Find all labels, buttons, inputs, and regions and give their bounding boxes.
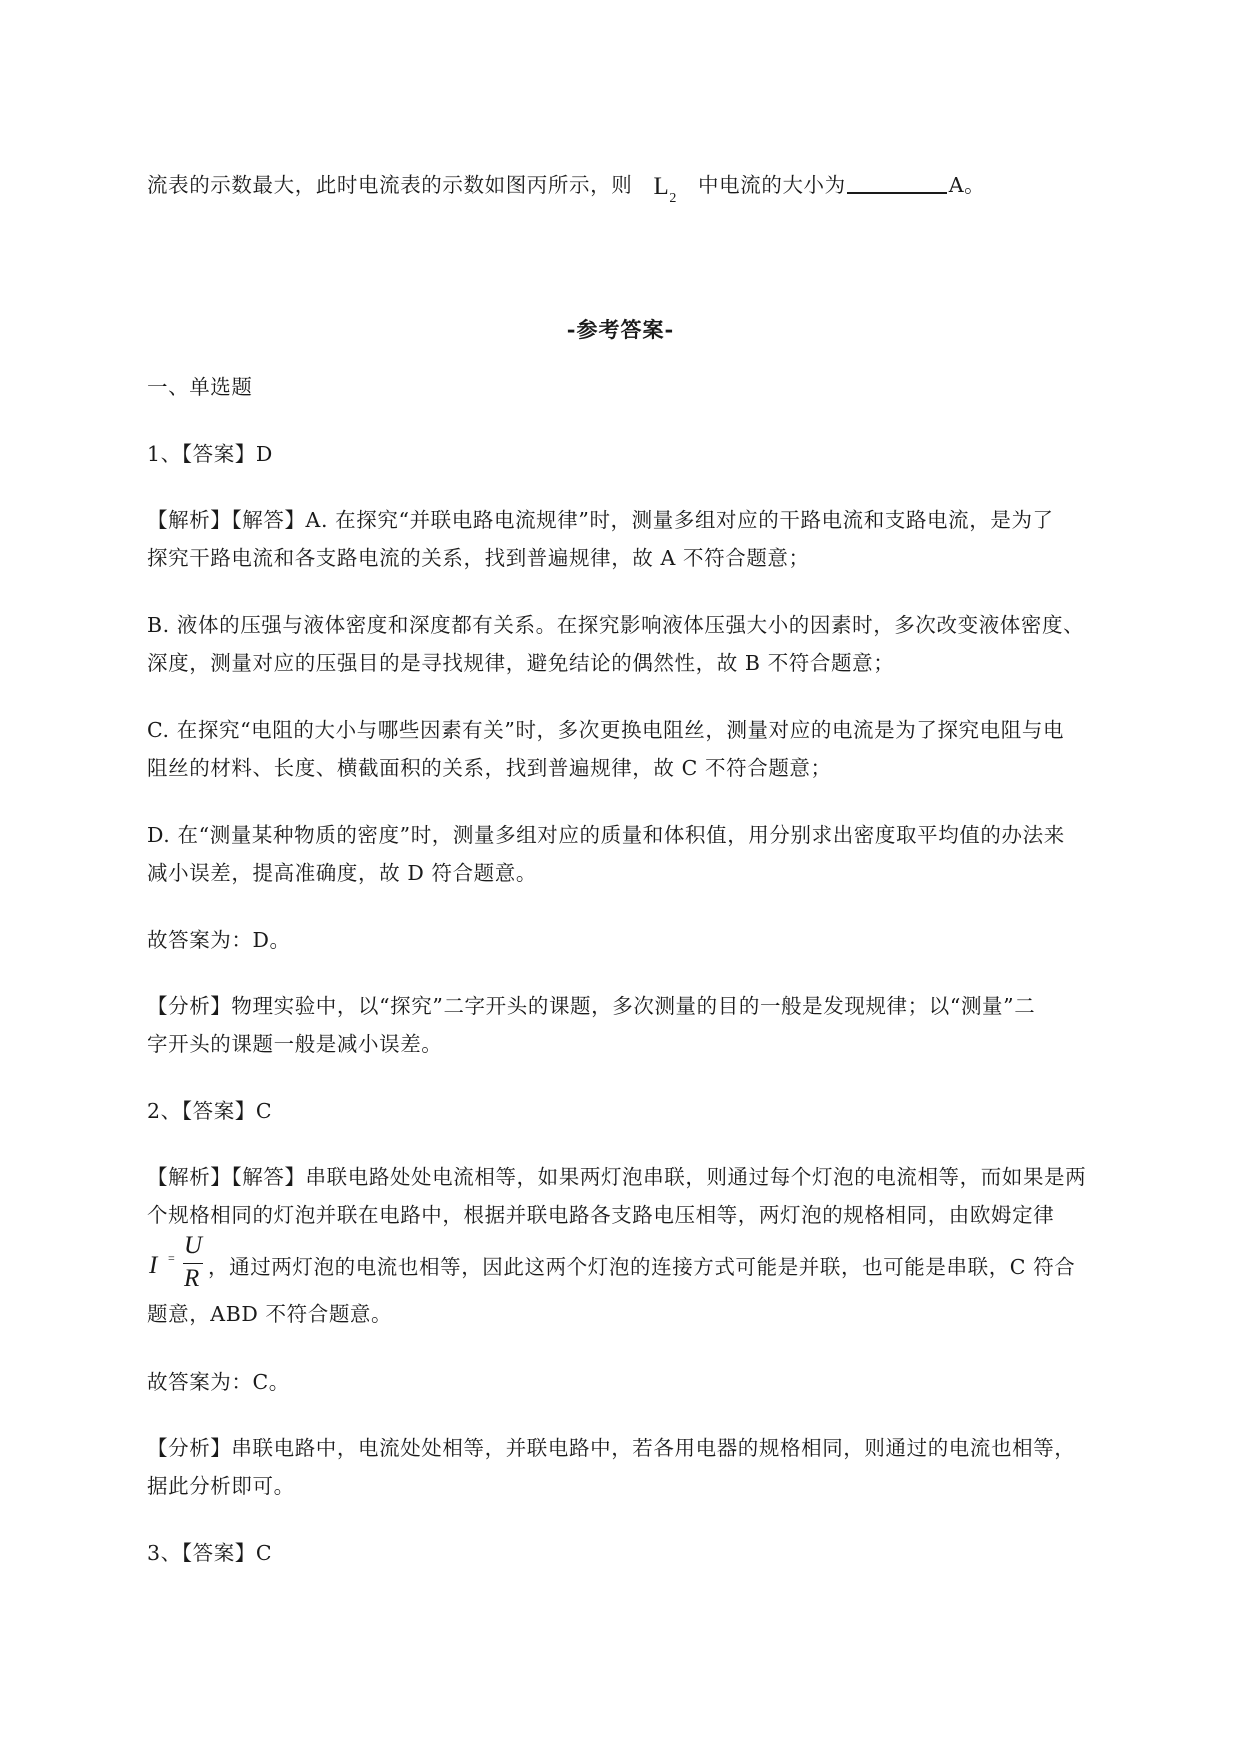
q2-analysis-line-4: 题意，ABD 不符合题意。 (147, 1302, 393, 1326)
answer-title: -参考答案- (566, 317, 675, 342)
question-tail-line (147, 170, 1147, 208)
fraction-bar (183, 1263, 203, 1264)
q2-answer: 2、【答案】C (147, 1099, 273, 1123)
question-tail-text-2: 中电流的大小为 (698, 173, 846, 197)
q1-c-line-1: C. 在探究“电阻的大小与哪些因素有关”时，多次更换电阻丝，测量对应的电流是为了探究电阻与电 (147, 718, 1065, 742)
q1-d-line-1: D. 在“测量某种物质的密度”时，测量多组对应的质量和体积值，用分别求出密度取平均值的办法来 (147, 823, 1065, 847)
q2-analysis-line-2: 个规格相同的灯泡并联在电路中，根据并联电路各支路电压相等，两灯泡的规格相同，由欧姆定律 (147, 1203, 1055, 1227)
answer-blank (847, 170, 947, 194)
section-heading: 一、单选题 (147, 375, 253, 399)
formula-denominator: R (184, 1265, 200, 1292)
q1-fenxi-line-2: 字开头的课题一般是减小误差。 (147, 1032, 443, 1056)
q3-answer: 3、【答案】C (147, 1541, 273, 1565)
q1-c-line-2: 阻丝的材料、长度、横截面积的关系，找到普遍规律，故 C 不符合题意； (147, 756, 832, 780)
q1-b-line-1: B. 液体的压强与液体密度和深度都有关系。在探究影响液体压强大小的因素时，多次改变液体密度、 (147, 613, 1085, 637)
q1-b-line-2: 深度，测量对应的压强目的是寻找规律，避免结论的偶然性，故 B 不符合题意； (147, 651, 895, 675)
q2-fenxi-line-1: 【分析】串联电路中，电流处处相等，并联电路中，若各用电器的规格相同，则通过的电流也相等， (147, 1436, 1076, 1460)
formula-eq: = (168, 1251, 175, 1265)
formula-lhs: I (149, 1252, 158, 1279)
q2-conclusion: 故答案为：C。 (147, 1370, 290, 1394)
q1-analysis-line-1: 【解析】【解答】A. 在探究“并联电路电流规律”时，测量多组对应的干路电流和支路电流，是为了 (147, 508, 1054, 532)
q1-answer: 1、【答案】D (147, 442, 273, 466)
q1-conclusion: 故答案为：D。 (147, 928, 291, 952)
ohms-law-formula (147, 1232, 207, 1298)
question-tail-text: 流表的示数最大，此时电流表的示数如图丙所示，则 (147, 173, 633, 197)
q1-d-line-2: 减小误差，提高准确度，故 D 符合题意。 (147, 861, 537, 885)
unit-text: A。 (948, 173, 986, 197)
q1-fenxi-line-1: 【分析】物理实验中，以“探究”二字开头的课题，多次测量的目的一般是发现规律；以“测量”二 (147, 994, 1036, 1018)
q2-analysis-line-3: ，通过两灯泡的电流也相等，因此这两个灯泡的连接方式可能是并联，也可能是串联，C 符合 (208, 1255, 1076, 1279)
formula-numerator: U (184, 1232, 203, 1259)
q1-analysis-line-2: 探究干路电流和各支路电流的关系，找到普遍规律，故 A 不符合题意； (147, 546, 810, 570)
lamp-symbol: $L_2$ (653, 173, 677, 206)
q2-fenxi-line-2: 据此分析即可。 (147, 1474, 295, 1498)
q2-analysis-line-1: 【解析】【解答】串联电路处处电流相等，如果两灯泡串联，则通过每个灯泡的电流相等，而如果是两 (147, 1165, 1087, 1189)
